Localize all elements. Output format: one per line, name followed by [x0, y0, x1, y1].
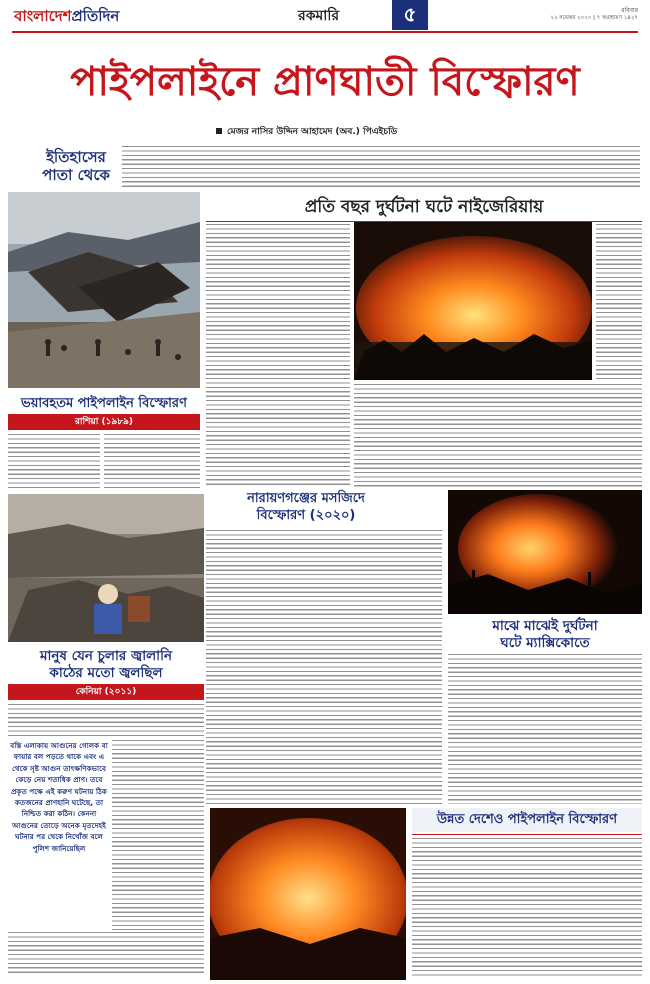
- logo-protidin: প্রতিদিন: [71, 7, 120, 25]
- page-number-box: [392, 0, 428, 30]
- developed-title: উন্নত দেশেও পাইপলাইন বিস্ফোরণ: [436, 812, 618, 827]
- mosque-fire-photo: [210, 808, 406, 980]
- narayanganj-title: নারায়ণগঞ্জের মসজিদে বিস্ফোরণ (২০২০): [247, 491, 365, 523]
- narayanganj-text: [206, 530, 442, 804]
- kenya-text-top: [8, 704, 204, 738]
- mexico-title: মাঝে মাঝেই দুর্ঘটনা ঘটে ম্যাক্সিকোতে: [492, 618, 598, 651]
- pull-quote: বস্তি এলাকায় আগুনের গোলক বা ফায়ার বল পড়তে থাকে এবং এ থেকে সৃষ্ট আগুন তাৎক্ষণিকভাবে কেড়ে নেয় শতাধিক প্রাণ। তবে প্রকৃত পক্ষে এই করুণ ঘটনায় ঠিক কতজনের প্রাণহানি ঘটেছে, তা নিশ্চিত করা কঠিন। কেননা আগুনের তোড়ে অনেক মৃতদেহই ঘটনার পর থেকে নিখোঁজ বলে পুলিশ জানিয়েছিল: [10, 741, 108, 853]
- russia-text-col1: [8, 434, 100, 490]
- byline: [216, 124, 397, 139]
- byline-text: মেজর নাসির উদ্দিন আহামেদ (অব.) পিএইচডি: [227, 127, 398, 137]
- mexico-text: [448, 654, 642, 804]
- nigeria-text-left: [206, 224, 350, 488]
- kicker: ইতিহাসের পাতা থেকে: [42, 148, 110, 184]
- masthead-rule: [12, 31, 638, 33]
- kenya-text-right: [112, 740, 204, 930]
- date-label: ২২ নভেম্বর ২০২০ | ৭ অগ্রহায়ণ ১৪২৭: [550, 15, 638, 21]
- intro-text: [122, 146, 640, 190]
- russia-tag: রাশিয়া (১৯৮৯): [74, 417, 134, 427]
- nigeria-text-bottom: [354, 384, 642, 488]
- developed-text: [412, 838, 642, 976]
- kenya-text-bottom: [8, 932, 204, 974]
- russia-text-col2: [104, 434, 200, 490]
- masthead: [0, 0, 650, 40]
- nigeria-fire-photo: [354, 222, 592, 380]
- kenya-photo: [8, 494, 204, 642]
- nigeria-text-right: [596, 224, 642, 380]
- developed-rule: [412, 834, 642, 835]
- kenya-title: মানুষ যেন চুলার জ্বালানি কাঠের মতো জ্বলছিল: [39, 648, 173, 681]
- day-label: রবিবার: [621, 7, 638, 14]
- page-number: ৫: [403, 2, 417, 26]
- section-label: রকমারি: [298, 8, 340, 24]
- russia-train-wreck-photo: [8, 192, 200, 388]
- logo-bangla: বাংলাদেশ: [14, 7, 72, 25]
- nigeria-title: প্রতি বছর দুর্ঘটনা ঘটে নাইজেরিয়ায়: [304, 197, 544, 217]
- byline-square-icon: [216, 128, 222, 134]
- newspaper-logo: [14, 5, 119, 30]
- kenya-tag: কেনিয়া (২০১১): [75, 687, 137, 697]
- russia-title: ভয়াবহতম পাইপলাইন বিস্ফোরণ: [21, 396, 187, 411]
- page-headline: পাইপলাইনে প্রাণঘাতী বিস্ফোরণ: [70, 59, 580, 105]
- mexico-fire-photo: [448, 490, 642, 614]
